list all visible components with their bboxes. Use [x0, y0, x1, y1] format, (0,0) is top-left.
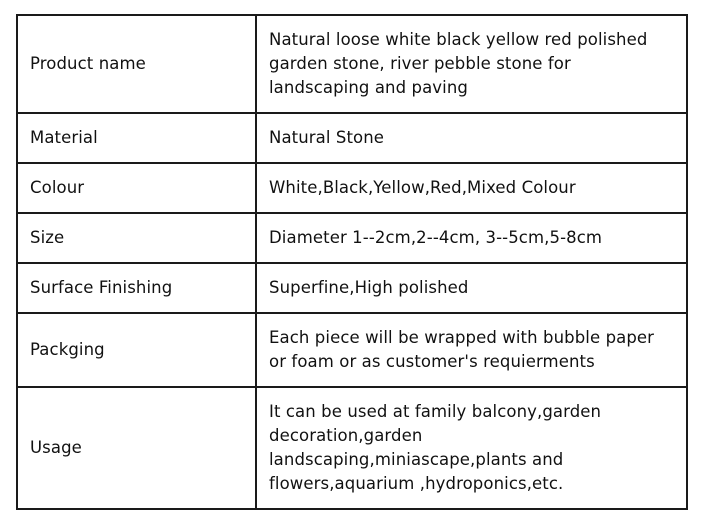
- row-label-material: Material: [17, 113, 256, 163]
- table-row-usage: [17, 387, 687, 509]
- table-row-product-name: [17, 15, 687, 113]
- table-row-colour: [17, 163, 687, 213]
- table-row-packaging: [17, 313, 687, 387]
- row-value-packaging: Each piece will be wrapped with bubble paper or foam or as customer's requierments: [256, 313, 687, 387]
- row-label-packaging: Packging: [17, 313, 256, 387]
- table-row-surface-finishing: [17, 263, 687, 313]
- row-value-material: Natural Stone: [256, 113, 687, 163]
- table-row-size: [17, 213, 687, 263]
- row-label-product-name: Product name: [17, 15, 256, 113]
- row-value-colour: White,Black,Yellow,Red,Mixed Colour: [256, 163, 687, 213]
- row-value-product-name: Natural loose white black yellow red polished garden stone, river pebble stone for landscaping and paving: [256, 15, 687, 113]
- table-row-material: [17, 113, 687, 163]
- row-value-usage: It can be used at family balcony,garden decoration,garden landscaping,miniascape,plants and flowers,aquarium ,hydroponics,etc.: [256, 387, 687, 509]
- row-value-surface-finishing: Superfine,High polished: [256, 263, 687, 313]
- row-label-surface-finishing: Surface Finishing: [17, 263, 256, 313]
- row-label-colour: Colour: [17, 163, 256, 213]
- row-label-usage: Usage: [17, 387, 256, 509]
- row-label-size: Size: [17, 213, 256, 263]
- row-value-size: Diameter 1--2cm,2--4cm, 3--5cm,5-8cm: [256, 213, 687, 263]
- product-spec-table: [16, 14, 688, 510]
